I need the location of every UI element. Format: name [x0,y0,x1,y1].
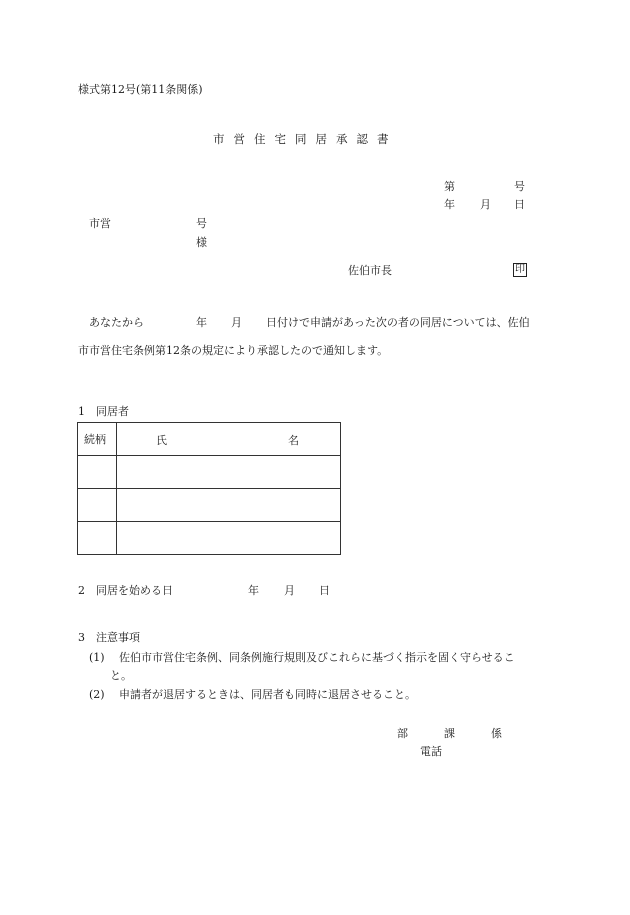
footer-unit: 係 [491,727,502,740]
section2-heading: 2 同居を始める日 [78,584,173,597]
issuer-name: 佐伯市長 [348,264,392,277]
name-cell [117,456,341,489]
body-month: 月 [231,316,242,329]
footer-section: 課 [444,727,455,740]
table-row [78,456,341,489]
footer-phone: 電話 [420,745,442,758]
name-header-shi: 氏 [156,434,167,447]
body-part1: あなたから [89,316,144,329]
doc-date-year: 年 [444,198,455,211]
note-1-number: (1) [89,651,105,664]
section3-heading: 3 注意事項 [78,631,140,644]
table-row [78,489,341,522]
relation-cell [78,522,117,555]
footer-department: 部 [397,727,408,740]
note-2-line1: 申請者が退居するときは、同居者も同時に退居させること。 [119,688,416,701]
relation-header: 続柄 [78,423,117,456]
name-cell [117,489,341,522]
name-header [117,423,341,456]
body-line2: 市市営住宅条例第12条の規定により承認したので通知します。 [78,344,389,357]
doc-number-dai: 第 [444,180,455,193]
cohabitant-table [77,422,341,555]
section2-month: 月 [284,584,295,597]
recipient-prefix: 市営 [89,217,111,230]
body-part2: 日付けで申請があった次の者の同居については、佐伯 [266,316,530,329]
doc-number-go: 号 [514,180,525,193]
seal-mark: 印 [515,264,525,275]
section1-heading: 1 同居者 [78,405,129,418]
body-year: 年 [196,316,207,329]
note-2-number: (2) [89,688,105,701]
note-1-line2: と。 [110,669,132,682]
document-title: 市営住宅同居承認書 [213,132,398,146]
relation-cell [78,456,117,489]
table-row [78,522,341,555]
section2-day: 日 [319,584,330,597]
doc-date-day: 日 [514,198,525,211]
note-1-line1: 佐伯市市営住宅条例、同条例施行規則及びこれらに基づく指示を固く守らせるこ [119,651,515,664]
relation-cell [78,489,117,522]
doc-date-month: 月 [480,198,491,211]
form-number: 様式第12号(第11条関係) [78,83,203,96]
name-cell [117,522,341,555]
recipient-go: 号 [196,217,207,230]
section2-year: 年 [248,584,259,597]
name-header-mei: 名 [288,434,299,447]
recipient-sama: 様 [196,236,207,249]
